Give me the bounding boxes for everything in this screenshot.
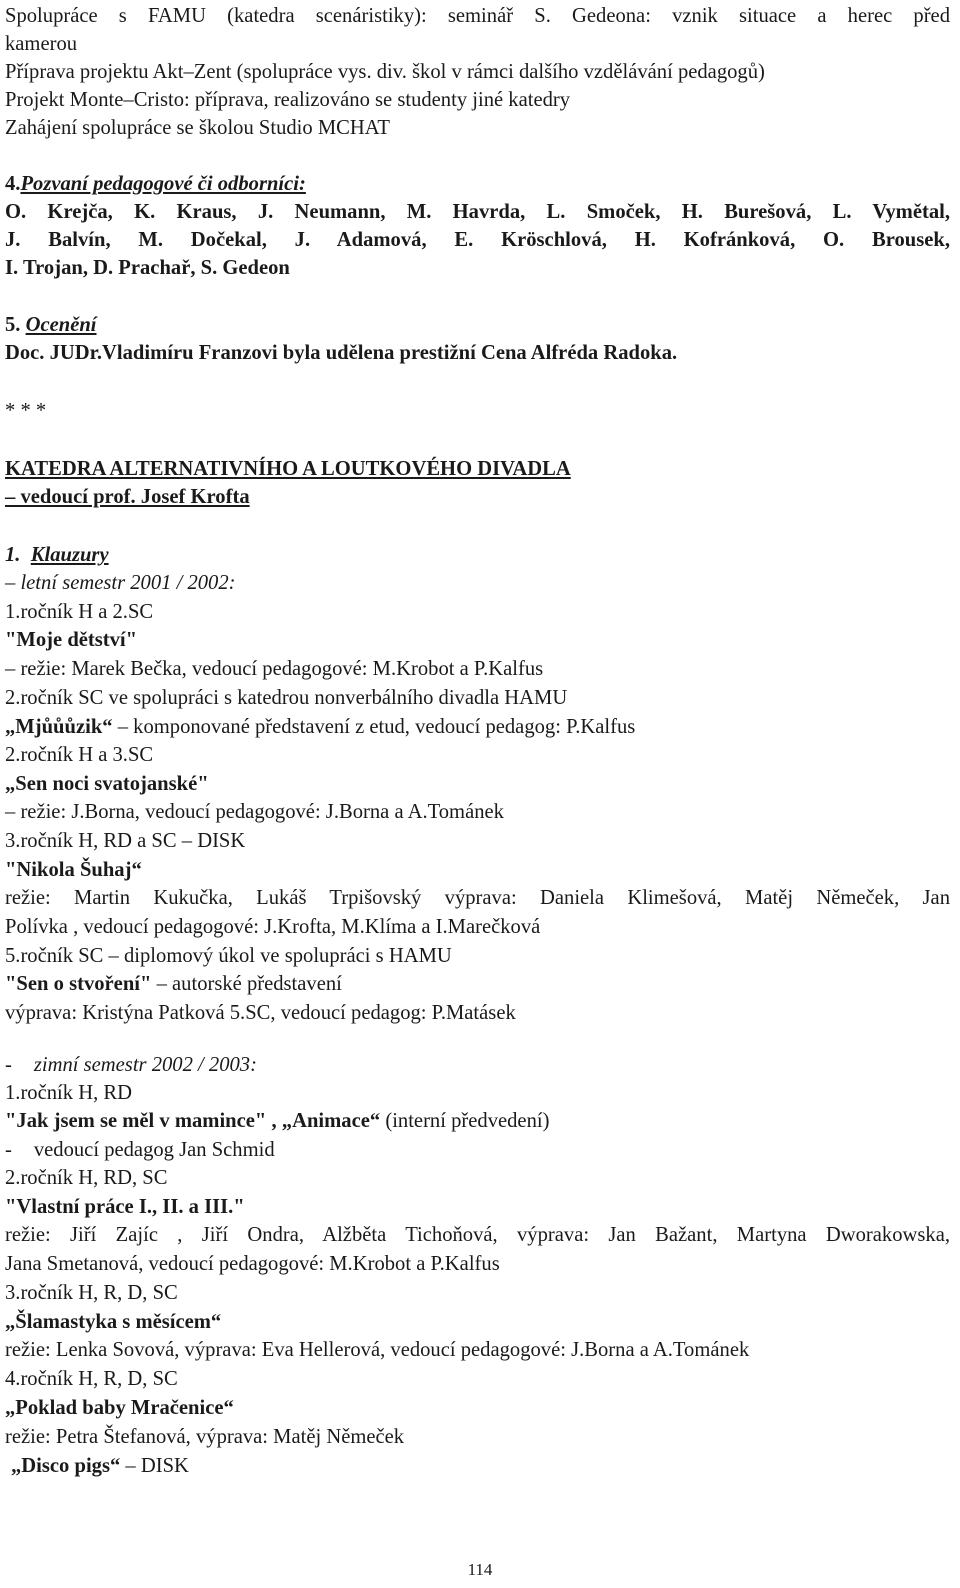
summer-5-class: 5.ročník SC – diplomový úkol ve spolupráci s HAMU xyxy=(5,945,452,967)
intro-line-3: Příprava projektu Akt–Zent (spolupráce vys. div. škol v rámci dalšího vzdělávání pedagogů) xyxy=(5,61,765,83)
winter-3-title: „Šlamastyka s měsícem“ xyxy=(5,1311,222,1333)
winter-5-title: „Disco pigs“ xyxy=(11,1455,121,1477)
winter-3-credits: režie: Lenka Sovová, výprava: Eva Hellerová, vedoucí pedagogové: J.Borna a A.Tománek xyxy=(5,1339,750,1361)
summer-5-credits: výprava: Kristýna Patková 5.SC, vedoucí pedagog: P.Matásek xyxy=(5,1002,516,1024)
summer-2-rest: – komponované představení z etud, vedoucí pedagog: P.Kalfus xyxy=(112,716,636,738)
winter-2-title: "Vlastní práce I., II. a III." xyxy=(5,1196,245,1218)
summer-4-title: "Nikola Šuhaj“ xyxy=(5,859,142,881)
summer-1-class: 1.ročník H a 2.SC xyxy=(5,601,154,623)
section-4-number: 4. xyxy=(5,173,21,195)
winter-1-line xyxy=(5,1107,549,1135)
winter-3-class: 3.ročník H, R, D, SC xyxy=(5,1282,178,1304)
section-5-number: 5. xyxy=(5,314,26,336)
summer-semester: – letní semestr 2001 / 2002: xyxy=(5,572,236,594)
klauzury-number: 1. xyxy=(5,544,21,566)
summer-5-line xyxy=(5,970,342,998)
klauzury-heading xyxy=(5,541,109,569)
winter-4-class: 4.ročník H, R, D, SC xyxy=(5,1368,178,1390)
department-head: – vedoucí prof. Josef Krofta xyxy=(5,486,250,508)
summer-2-title: „Mjůůůzik“ xyxy=(5,716,113,738)
invited-names-line-1: O. Krejča, K. Kraus, J. Neumann, M. Havrda, L. Smoček, H. Burešová, L. Vymětal, xyxy=(5,201,950,223)
separator: * * * xyxy=(5,400,47,422)
winter-semester xyxy=(5,1051,257,1079)
section-5-title: Ocenění xyxy=(25,314,97,336)
winter-1-titles: "Jak jsem se měl v mamince" , „Animace“ xyxy=(5,1110,381,1132)
winter-1-dash: - xyxy=(5,1139,12,1161)
summer-2-class: 2.ročník SC ve spolupráci s katedrou nonverbálního divadla HAMU xyxy=(5,687,568,709)
winter-5-rest: – DISK xyxy=(120,1455,189,1477)
summer-4-credits-2: Polívka , vedoucí pedagogové: J.Krofta, M.Klíma a I.Marečková xyxy=(5,916,541,938)
intro-line-1: Spolupráce s FAMU (katedra scenáristiky): seminář S. Gedeona: vznik situace a herec před xyxy=(5,5,950,27)
summer-4-credits-1: režie: Martin Kukučka, Lukáš Trpišovský výprava: Daniela Klimešová, Matěj Němeček, Jan xyxy=(5,887,950,909)
summer-1-title: "Moje dětství" xyxy=(5,629,138,651)
summer-3-credits: – režie: J.Borna, vedoucí pedagogové: J.Borna a A.Tománek xyxy=(5,801,504,823)
summer-2-line xyxy=(5,713,635,741)
intro-line-4: Projekt Monte–Cristo: příprava, realizováno se studenty jiné katedry xyxy=(5,89,571,111)
summer-5-rest: – autorské představení xyxy=(151,973,342,995)
intro-line-2: kamerou xyxy=(5,33,78,55)
award-text: Doc. JUDr.Vladimíru Franzovi byla udělena prestižní Cena Alfréda Radoka. xyxy=(5,342,678,364)
invited-names-line-2: J. Balvín, M. Dočekal, J. Adamová, E. Kröschlová, H. Kofránková, O. Brousek, xyxy=(5,229,950,251)
winter-1-class: 1.ročník H, RD xyxy=(5,1082,132,1104)
winter-4-credits: režie: Petra Štefanová, výprava: Matěj Němeček xyxy=(5,1426,405,1448)
summer-5-title: "Sen o stvoření" xyxy=(5,973,152,995)
department-title: KATEDRA ALTERNATIVNÍHO A LOUTKOVÉHO DIVADLA xyxy=(5,458,571,480)
invited-names-line-3: I. Trojan, D. Prachař, S. Gedeon xyxy=(5,257,290,279)
summer-1-credits: – režie: Marek Bečka, vedoucí pedagogové: M.Krobot a P.Kalfus xyxy=(5,658,544,680)
section-5-heading xyxy=(5,311,97,339)
section-4-heading xyxy=(5,170,306,198)
intro-line-5: Zahájení spolupráce se školou Studio MCHAT xyxy=(5,117,390,139)
winter-4-title: „Poklad baby Mračenice“ xyxy=(5,1397,234,1419)
winter-2-class: 2.ročník H, RD, SC xyxy=(5,1167,168,1189)
winter-dash: - xyxy=(5,1054,12,1076)
klauzury-title: Klauzury xyxy=(30,544,109,566)
winter-1-credits-line xyxy=(5,1136,275,1164)
winter-2-credits-1: režie: Jiří Zajíc , Jiří Ondra, Alžběta Tichoňová, výprava: Jan Bažant, Martyna Dworakowska, xyxy=(5,1224,950,1246)
winter-1-credits: vedoucí pedagog Jan Schmid xyxy=(33,1139,275,1161)
section-4-title: Pozvaní pedagogové či odborníci: xyxy=(20,173,306,195)
winter-title: zimní semestr 2002 / 2003: xyxy=(33,1054,257,1076)
summer-4-class: 3.ročník H, RD a SC – DISK xyxy=(5,830,246,852)
winter-1-rest: (interní předvedení) xyxy=(380,1110,550,1132)
winter-2-credits-2: Jana Smetanová, vedoucí pedagogové: M.Krobot a P.Kalfus xyxy=(5,1253,500,1275)
page-number: 114 xyxy=(467,1560,493,1579)
summer-3-title: „Sen noci svatojanské" xyxy=(5,773,209,795)
summer-3-class: 2.ročník H a 3.SC xyxy=(5,744,154,766)
winter-5-line xyxy=(11,1452,189,1480)
